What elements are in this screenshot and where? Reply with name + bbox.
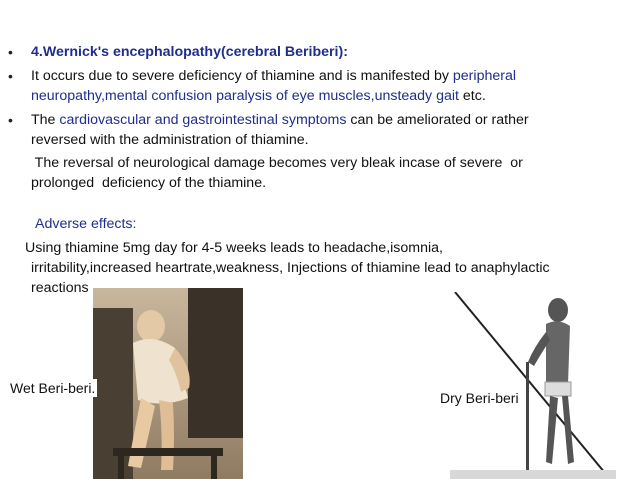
adverse-effects-line-1: Using thiamine 5mg day for 4-5 weeks leads to headache,isomnia,	[25, 240, 443, 256]
bullet-2-line-1	[31, 66, 621, 86]
adverse-effects-heading: Adverse effects:	[35, 216, 137, 232]
bullet-2-text-post: etc.	[458, 88, 486, 104]
reversal-paragraph-line-1: The reversal of neurological damage becomes very bleak incase of severe or	[31, 155, 523, 171]
bullet-2-highlight-1: peripheral	[452, 68, 517, 84]
bullet-2-marker: •	[8, 68, 13, 84]
bullet-3-text-pre: The	[31, 112, 60, 128]
bullet-2-line-2	[31, 86, 621, 106]
bullet-2-highlight-2: neuropathy,mental confusion paralysis of eye muscles,unsteady gait	[31, 88, 459, 104]
dry-beriberi-photo	[450, 292, 616, 479]
bullet-3-line-2: reversed with the administration of thiamine.	[31, 132, 309, 148]
wet-beriberi-caption: Wet Beri-beri.	[10, 380, 96, 396]
bullet-3-line-1	[31, 110, 621, 130]
dry-beriberi-illustration	[450, 292, 616, 479]
bullet-2-text-pre: It occurs due to severe deficiency of thiamine and is manifested by	[31, 68, 453, 84]
adverse-effects-line-2: irritability,increased heartrate,weakness, Injections of thiamine lead to anaphylactic	[31, 260, 550, 276]
bullet-1-text: 4.Wernick's encephalopathy(cerebral Beriberi):	[31, 44, 348, 60]
bullet-3-text-post: can be ameliorated or rather	[346, 112, 529, 128]
bullet-1-marker: •	[8, 44, 13, 60]
wet-beriberi-photo	[93, 288, 243, 479]
reversal-paragraph-line-2: prolonged deficiency of the thiamine.	[31, 175, 267, 191]
wet-beriberi-illustration	[93, 288, 243, 479]
bullet-3-marker: •	[8, 112, 13, 128]
dry-beriberi-caption: Dry Beri-beri	[440, 390, 519, 406]
bullet-3-highlight: cardiovascular and gastrointestinal symptoms	[59, 112, 347, 128]
adverse-effects-line-3: reactions	[31, 280, 89, 296]
